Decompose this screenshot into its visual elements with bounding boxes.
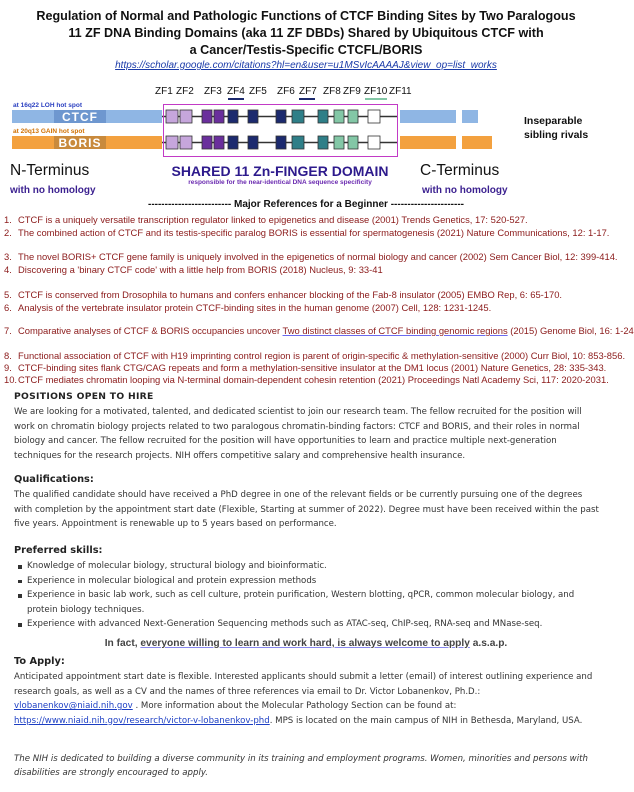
reference-text: CTCF mediates chromatin looping via N-terminal domain-dependent cohesin retention (2021) Proceedings Natl Academy Sci, 117: 2020-2031. [18,374,609,385]
zf-label: ZF7 [299,86,317,97]
zf-label: ZF5 [249,86,267,97]
inseparable-line-1: Inseparable [524,115,583,127]
list-item: Experience in molecular biological and protein expression methods [16,574,600,589]
list-item: Knowledge of molecular biology, structural biology and bioinformatic. [16,559,600,574]
reference-number: 3. [4,251,12,262]
title-line-2: 11 ZF DNA Binding Domains (aka 11 ZF DBDs) Shared by Ubiquitous CTCF with [68,26,544,40]
skills-list [16,559,600,632]
boris-locus-label: at 20q13 GAIN hot spot [13,128,85,135]
reference-item [4,214,610,225]
apply-text: . MPS is located on the main campus of NIH in Bethesda, Maryland, USA. [269,715,583,726]
zf-label: ZF8 [323,86,341,97]
nih-diversity-statement: The NIH is dedicated to building a diverse community in its training and employment programs. Women, minorities and persons with disabilities are strongly encouraged to apply. [14,754,588,778]
boris-name-box [54,136,106,149]
n-terminus-label: N-Terminus [10,162,90,179]
in-fact-highlight: everyone willing to learn and work hard, is always welcome to apply [140,638,470,649]
zf-label: ZF6 [277,86,295,97]
reference-number: 6. [4,302,12,313]
reference-item [4,362,610,373]
reference-text: Functional association of CTCF with H19 imprinting control region is parent of origin-specific & methylation-sensitive (2000) Curr Biol, 10: 853-856. [18,350,626,361]
apply-paragraph [14,670,600,728]
reference-text: Comparative analyses of CTCF & BORIS occupancies uncover [18,325,283,336]
shared-domain-subtitle: responsible for the near-identical DNA sequence specificity [188,179,372,186]
positions-paragraph: We are looking for a motivated, talented, and dedicated scientist to join our research team. The fellow recruited for the position will work on chromatin biology projects related to two paralogous chromatin-binding factors: CTCF and BORIS, and their roles in normal biology and cancer. The fellow recruited for the position will have opportunities to learn and practice multiple next-generation techniques for the research projects. NIH offers competitive salary and comprehensive health insurance. [14,407,582,461]
zf4-marker [228,98,244,100]
boris-c-terminal-end [462,136,492,149]
title-line-1: Regulation of Normal and Pathologic Functions of CTCF Binding Sites by Two Paralogous [36,9,576,23]
ctcf-name-box [54,110,106,123]
c-terminus-label: C-Terminus [420,162,500,179]
inseparable-line-2: sibling rivals [524,129,589,141]
page-title [6,8,606,59]
reference-text: The novel BORIS+ CTCF gene family is uniquely involved in the epigenetics of normal biology and cancer (2002) Sem Cancer Biol, 12: 399-414. [18,251,618,262]
zf-label: ZF2 [176,86,194,97]
reference-text: CTCF is conserved from Drosophila to humans and confers enhancer blocking of the Fab-8 insulator (2005) EMBO Rep, 6: 65-170. [18,289,563,300]
in-fact-text: a.s.a.p. [469,638,508,649]
reference-text: CTCF-binding sites flank CTG/CAG repeats and form a methylation-sensitive insulator at the DM1 locus (2001) Nature Genetics, 28: 335-343. [18,362,607,373]
shared-domain-label [160,163,400,186]
qualifications-heading: Qualifications: [14,474,94,485]
reference-number: 2. [4,227,12,238]
reference-item [4,289,610,300]
ctcf-name: CTCF [62,110,98,124]
reference-number: 5. [4,289,12,300]
zf10-marker [365,98,387,100]
reference-number: 7. [4,325,12,336]
ctcf-c-terminal-end [462,110,478,123]
list-item: Experience in basic lab work, such as cell culture, protein purification, Western blotting, qPCR, common molecular biology, and protein biology techniques. [16,588,600,617]
ctcf-locus-label: at 16q22 LOH hot spot [13,102,82,109]
apply-text: Anticipated appointment start date is flexible. Interested applicants should submit a letter (email) of interest outlining experience and research goals, as well as a CV and the names of three references via email to Dr. Victor Lobanenkov, Ph.D.: [14,672,593,697]
ctcf-boris-diagram [0,84,612,196]
zf7-marker [299,98,315,100]
reference-item [4,264,610,275]
reference-item [4,227,610,238]
zf-label: ZF9 [343,86,361,97]
mps-website-link[interactable]: https://www.niaid.nih.gov/research/victor-v-lobanenkov-phd [14,715,270,726]
zf-label: ZF11 [389,86,412,97]
ctcf-n-terminal-bar [12,110,162,123]
shared-domain-title: SHARED 11 Zn-FINGER DOMAIN [171,163,389,179]
reference-item [4,302,610,313]
zf-label: ZF3 [204,86,222,97]
zf-label: ZF1 [155,86,173,97]
reference-text: (2015) Genome Biol, 16: 1-24 [507,325,634,336]
reference-number: 8. [4,350,12,361]
c-no-homology: with no homology [422,185,508,196]
references-heading: ------------------------- Major References for a Beginner ---------------------- [147,199,464,210]
boris-n-terminal-bar [12,136,162,149]
inseparable-label [524,114,588,142]
scholar-link-row [0,60,612,71]
shared-domain-outline [163,104,398,157]
apply-text: . More information about the Molecular Pathology Section can be found at: [132,701,457,711]
zf-label: ZF10 [364,86,388,97]
apply-heading: To Apply: [14,656,65,667]
boris-c-terminal-bar [400,136,456,149]
reference-highlight: Two distinct classes of CTCF binding genomic regions [282,325,508,336]
reference-text: Analysis of the vertebrate insulator protein CTCF-binding sites in the human genome (2007) Cell, 128: 1231-1245. [18,302,492,313]
boris-name: BORIS [58,136,102,150]
reference-number: 4. [4,264,12,275]
title-line-3: a Cancer/Testis-Specific CTCFL/BORIS [189,43,423,57]
reference-text: CTCF is a uniquely versatile transcription regulator linked to epigenetics and disease (2001) Trends Genetics, 17: 520-527. [18,214,528,225]
ctcf-c-terminal-bar [400,110,456,123]
zf-label: ZF4 [227,86,245,97]
reference-text: Discovering a 'binary CTCF code' with a little help from BORIS (2018) Nucleus, 9: 33-41 [18,264,383,275]
in-fact-text: In fact, [104,638,141,649]
positions-heading: POSITIONS OPEN TO HIRE [14,391,154,402]
scholar-link[interactable]: https://scholar.google.com/citations?hl=en&user=u1MSvIcAAAAJ&view_op=list_works [115,60,497,71]
reference-item [4,350,626,361]
reference-item [4,374,610,385]
reference-item [4,325,634,336]
reference-number: 9. [4,362,12,373]
skills-heading: Preferred skills: [14,545,103,556]
n-no-homology: with no homology [10,185,96,196]
apply-email-link[interactable]: vlobanenkov@niaid.nih.gov [14,701,133,711]
reference-number: 10. [4,374,18,385]
reference-item [4,251,618,262]
in-fact-line [0,638,612,649]
reference-text: The combined action of CTCF and its testis-specific paralog BORIS is essential for spermatogenesis (2021) Nature Communications, 12: 1-17. [18,227,610,238]
reference-number: 1. [4,214,12,225]
list-item: Experience with advanced Next-Generation Sequencing methods such as ATAC-seq, ChIP-seq, RNA-seq and MNase-seq. [16,617,600,632]
qualifications-paragraph: The qualified candidate should have received a PhD degree in one of the relevant fields or be currently pursuing one of the degrees with completion by the appointment start date (Flexible, Starting at summer of 2022). Degree must have been received within the past five years. Appointment is renewable up to 5 years based on performance. [14,490,599,529]
